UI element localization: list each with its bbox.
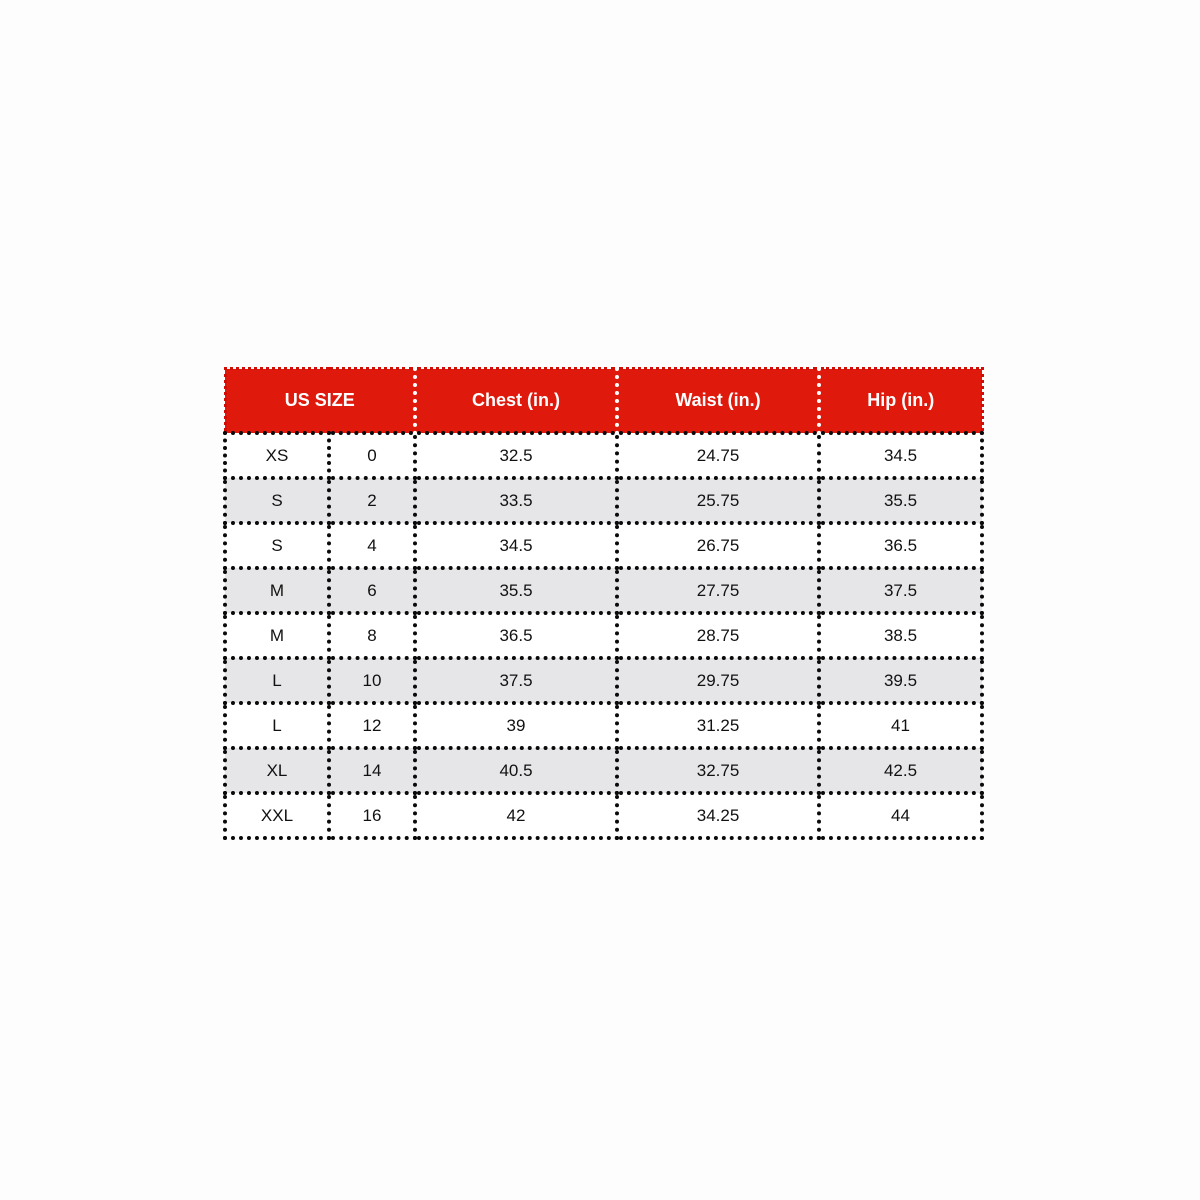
cell-waist: 28.75 <box>617 613 819 658</box>
table-row <box>225 568 982 613</box>
cell-size-number: 6 <box>329 568 415 613</box>
cell-waist: 25.75 <box>617 478 819 523</box>
cell-size-number: 0 <box>329 433 415 478</box>
cell-chest: 32.5 <box>415 433 617 478</box>
cell-waist: 32.75 <box>617 748 819 793</box>
cell-chest: 39 <box>415 703 617 748</box>
cell-size-letter: XS <box>225 433 329 478</box>
cell-size-number: 12 <box>329 703 415 748</box>
cell-waist: 34.25 <box>617 793 819 838</box>
size-chart-table <box>223 367 984 840</box>
table-row <box>225 523 982 568</box>
cell-hip: 41 <box>819 703 982 748</box>
table-row <box>225 613 982 658</box>
cell-hip: 37.5 <box>819 568 982 613</box>
header-row <box>225 369 982 434</box>
cell-hip: 35.5 <box>819 478 982 523</box>
cell-chest: 40.5 <box>415 748 617 793</box>
table-row <box>225 748 982 793</box>
cell-size-letter: M <box>225 568 329 613</box>
cell-size-number: 16 <box>329 793 415 838</box>
cell-size-letter: S <box>225 478 329 523</box>
header-chest: Chest (in.) <box>415 369 617 434</box>
cell-hip: 44 <box>819 793 982 838</box>
cell-hip: 38.5 <box>819 613 982 658</box>
cell-size-number: 4 <box>329 523 415 568</box>
table-row <box>225 433 982 478</box>
cell-chest: 37.5 <box>415 658 617 703</box>
cell-waist: 24.75 <box>617 433 819 478</box>
cell-chest: 35.5 <box>415 568 617 613</box>
cell-waist: 31.25 <box>617 703 819 748</box>
cell-size-letter: L <box>225 703 329 748</box>
header-hip: Hip (in.) <box>819 369 982 434</box>
table-row <box>225 478 982 523</box>
cell-size-letter: S <box>225 523 329 568</box>
cell-size-number: 2 <box>329 478 415 523</box>
cell-hip: 36.5 <box>819 523 982 568</box>
cell-chest: 33.5 <box>415 478 617 523</box>
cell-size-letter: XL <box>225 748 329 793</box>
cell-chest: 36.5 <box>415 613 617 658</box>
cell-waist: 26.75 <box>617 523 819 568</box>
cell-hip: 34.5 <box>819 433 982 478</box>
cell-size-letter: M <box>225 613 329 658</box>
cell-size-letter: XXL <box>225 793 329 838</box>
table-row <box>225 658 982 703</box>
cell-chest: 34.5 <box>415 523 617 568</box>
cell-size-number: 10 <box>329 658 415 703</box>
cell-size-number: 8 <box>329 613 415 658</box>
cell-chest: 42 <box>415 793 617 838</box>
table-row <box>225 703 982 748</box>
header-us-size: US SIZE <box>225 369 415 434</box>
cell-waist: 27.75 <box>617 568 819 613</box>
cell-hip: 39.5 <box>819 658 982 703</box>
header-waist: Waist (in.) <box>617 369 819 434</box>
size-rows <box>225 433 982 838</box>
cell-size-letter: L <box>225 658 329 703</box>
cell-waist: 29.75 <box>617 658 819 703</box>
cell-hip: 42.5 <box>819 748 982 793</box>
table-row <box>225 793 982 838</box>
cell-size-number: 14 <box>329 748 415 793</box>
